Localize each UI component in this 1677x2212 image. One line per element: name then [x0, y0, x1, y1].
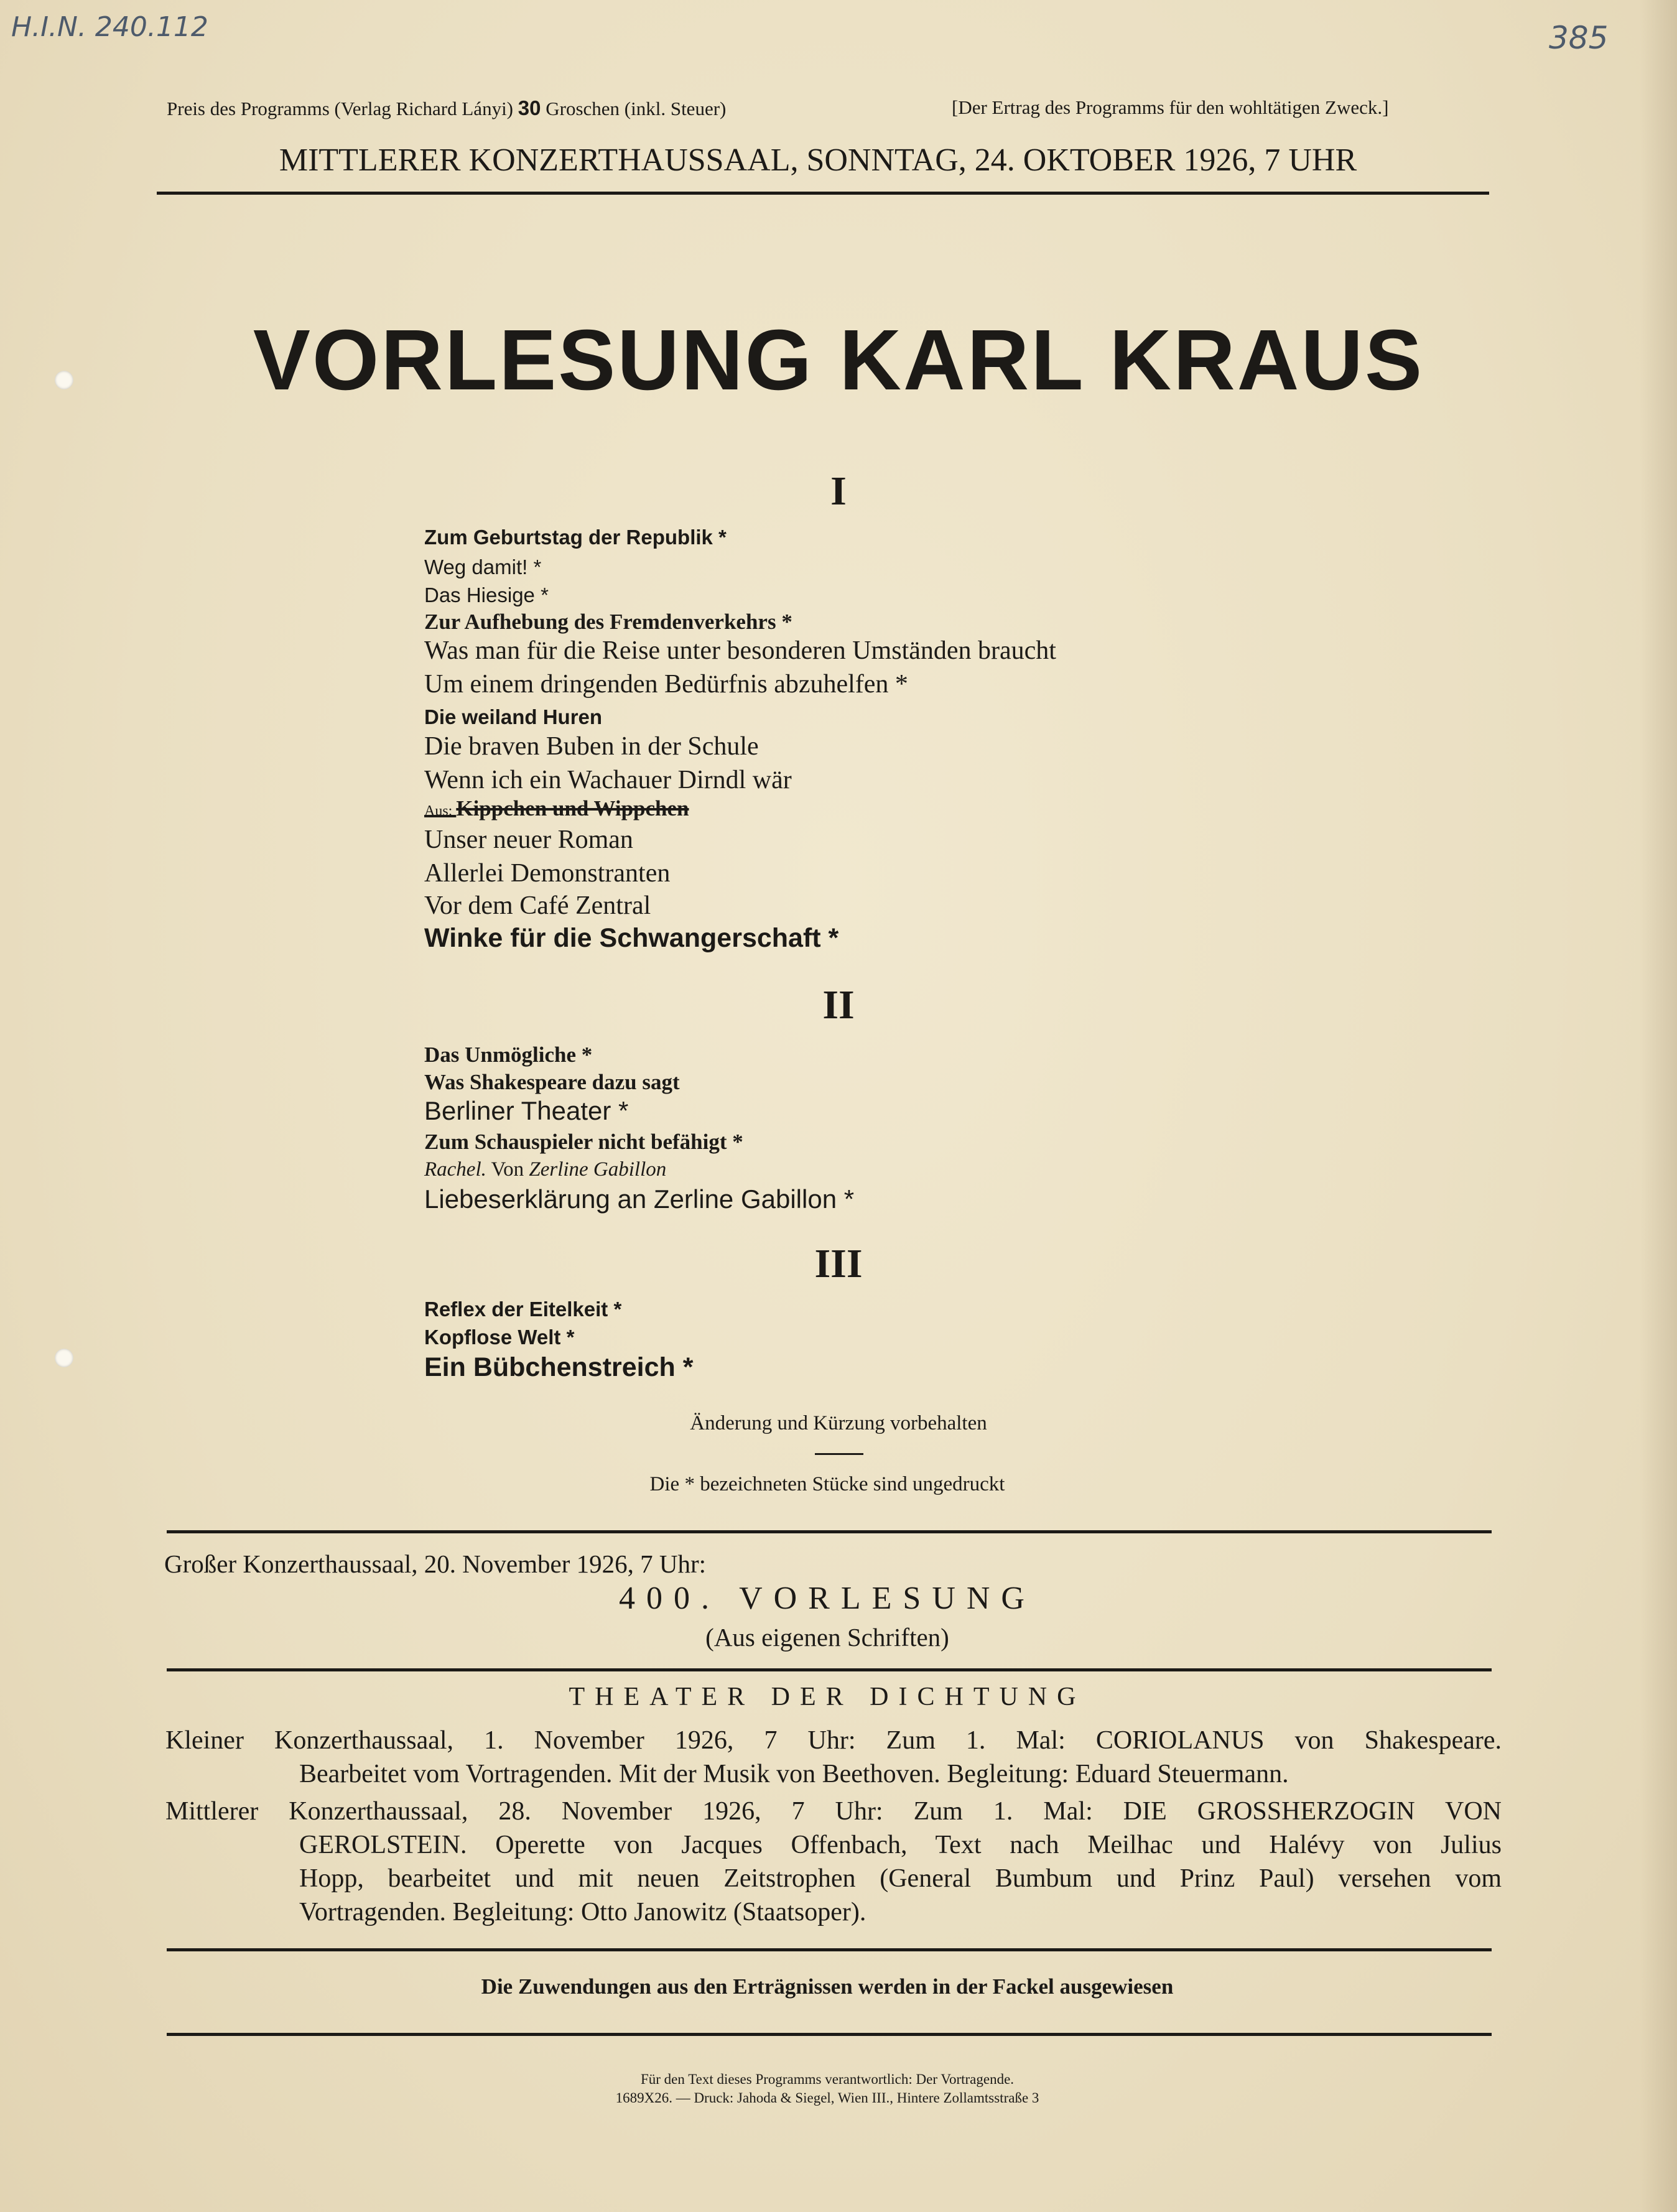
section-rule: [167, 1530, 1492, 1533]
rachel-title: Rachel.: [424, 1158, 486, 1181]
price-note: [167, 96, 726, 120]
theater-entry-1-line-1: Kleiner Konzerthaussaal, 1. November 1926, 7 Uhr: Zum 1. Mal: CORIOLANUS von Shakespeare.: [165, 1726, 1502, 1755]
short-divider: [815, 1453, 863, 1455]
list-item: Die weiland Huren: [424, 705, 603, 728]
section-rule: [167, 1668, 1492, 1671]
list-item: Was Shakespeare dazu sagt: [424, 1070, 680, 1094]
reservation-note: Änderung und Kürzung vorbehalten: [690, 1412, 987, 1434]
part-numeral: III: [814, 1241, 863, 1286]
section-rule: [167, 1948, 1492, 1951]
theater-heading: THEATER DER DICHTUNG: [569, 1683, 1086, 1711]
section-rule: [167, 2033, 1492, 2036]
theater-entry-2-line-3: Hopp, bearbeitet und mit neuen Zeitstrophen (General Bumbum und Prinz Paul) versehen vom: [299, 1864, 1502, 1893]
list-item: Reflex der Eitelkeit *: [424, 1298, 622, 1321]
list-item: Kopflose Welt *: [424, 1326, 575, 1349]
list-item: Unser neuer Roman: [424, 825, 633, 854]
list-item: Das Hiesige *: [424, 583, 549, 606]
header-rule: [157, 192, 1489, 195]
punch-hole-bottom: [55, 1349, 73, 1367]
page-number: 385: [1549, 20, 1609, 56]
price-amount: 30: [518, 96, 541, 119]
struck-title: Kippchen und Wippchen: [456, 796, 689, 820]
theater-entry-2-line-4: Vortragenden. Begleitung: Otto Janowitz (Staatsoper).: [299, 1898, 866, 1926]
struck-prefix: Aus:: [424, 803, 457, 819]
next-event-title: 400. VORLESUNG: [619, 1581, 1036, 1616]
list-item: Winke für die Schwangerschaft *: [424, 923, 839, 953]
theater-entry-2-line-1: Mittlerer Konzerthaussaal, 28. November 1926, 7 Uhr: Zum 1. Mal: DIE GROSSHERZOGIN VON: [165, 1797, 1502, 1826]
rachel-von: Von: [486, 1158, 529, 1181]
list-item: Berliner Theater *: [424, 1096, 629, 1125]
asterisk-note: Die * bezeichneten Stücke sind ungedruckt: [649, 1473, 1005, 1495]
list-item: Was man für die Reise unter besonderen Umständen braucht: [424, 636, 1056, 665]
list-item-struck: [424, 796, 689, 821]
rachel-author: Zerline Gabillon: [529, 1158, 667, 1181]
theater-entry-1-line-2: Bearbeitet vom Vortragenden. Mit der Musik von Beethoven. Begleitung: Eduard Steuermann.: [299, 1760, 1289, 1788]
venue-line: MITTLERER KONZERTHAUSSAAL, SONNTAG, 24. OKTOBER 1926, 7 UHR: [279, 142, 1357, 178]
list-item: Zum Schauspieler nicht befähigt *: [424, 1130, 743, 1154]
part-numeral: I: [830, 468, 847, 514]
theater-entry-2-line-2: GEROLSTEIN. Operette von Jacques Offenbach, Text nach Meilhac und Halévy von Julius: [299, 1831, 1502, 1859]
part-numeral: II: [822, 982, 855, 1028]
next-event-venue: Großer Konzerthaussaal, 20. November 1926, 7 Uhr:: [164, 1550, 707, 1578]
list-item-rachel: [424, 1158, 666, 1181]
list-item: Wenn ich ein Wachauer Dirndl wär: [424, 766, 792, 794]
list-item: Ein Bübchenstreich *: [424, 1352, 694, 1382]
archive-signature: H.I.N. 240.112: [11, 11, 208, 43]
list-item: Zur Aufhebung des Fremdenverkehrs *: [424, 610, 792, 634]
imprint-line-2: 1689X26. — Druck: Jahoda & Siegel, Wien III., Hintere Zollamtsstraße 3: [615, 2090, 1039, 2106]
list-item: Das Unmögliche *: [424, 1043, 593, 1067]
list-item: Vor dem Café Zentral: [424, 891, 651, 920]
next-event-subtitle: (Aus eigenen Schriften): [705, 1623, 949, 1652]
fackel-note: Die Zuwendungen aus den Erträgnissen werden in der Fackel ausgewiesen: [481, 1974, 1174, 1999]
price-note-pre: Preis des Programms (Verlag Richard Lányi): [167, 98, 518, 119]
page-title: VORLESUNG KARL KRAUS: [253, 312, 1424, 408]
price-note-post: Groschen (inkl. Steuer): [541, 98, 727, 119]
list-item: Liebeserklärung an Zerline Gabillon *: [424, 1184, 855, 1214]
imprint-line-1: Für den Text dieses Programms verantwortlich: Der Vortragende.: [640, 2071, 1015, 2087]
proceeds-note: [Der Ertrag des Programms für den wohltätigen Zweck.]: [952, 96, 1389, 118]
list-item: Um einem dringenden Bedürfnis abzuhelfen *: [424, 670, 908, 699]
list-item: Allerlei Demonstranten: [424, 859, 671, 888]
list-item: Zum Geburtstag der Republik *: [424, 526, 727, 549]
list-item: Weg damit! *: [424, 555, 542, 579]
list-item: Die braven Buben in der Schule: [424, 732, 759, 761]
